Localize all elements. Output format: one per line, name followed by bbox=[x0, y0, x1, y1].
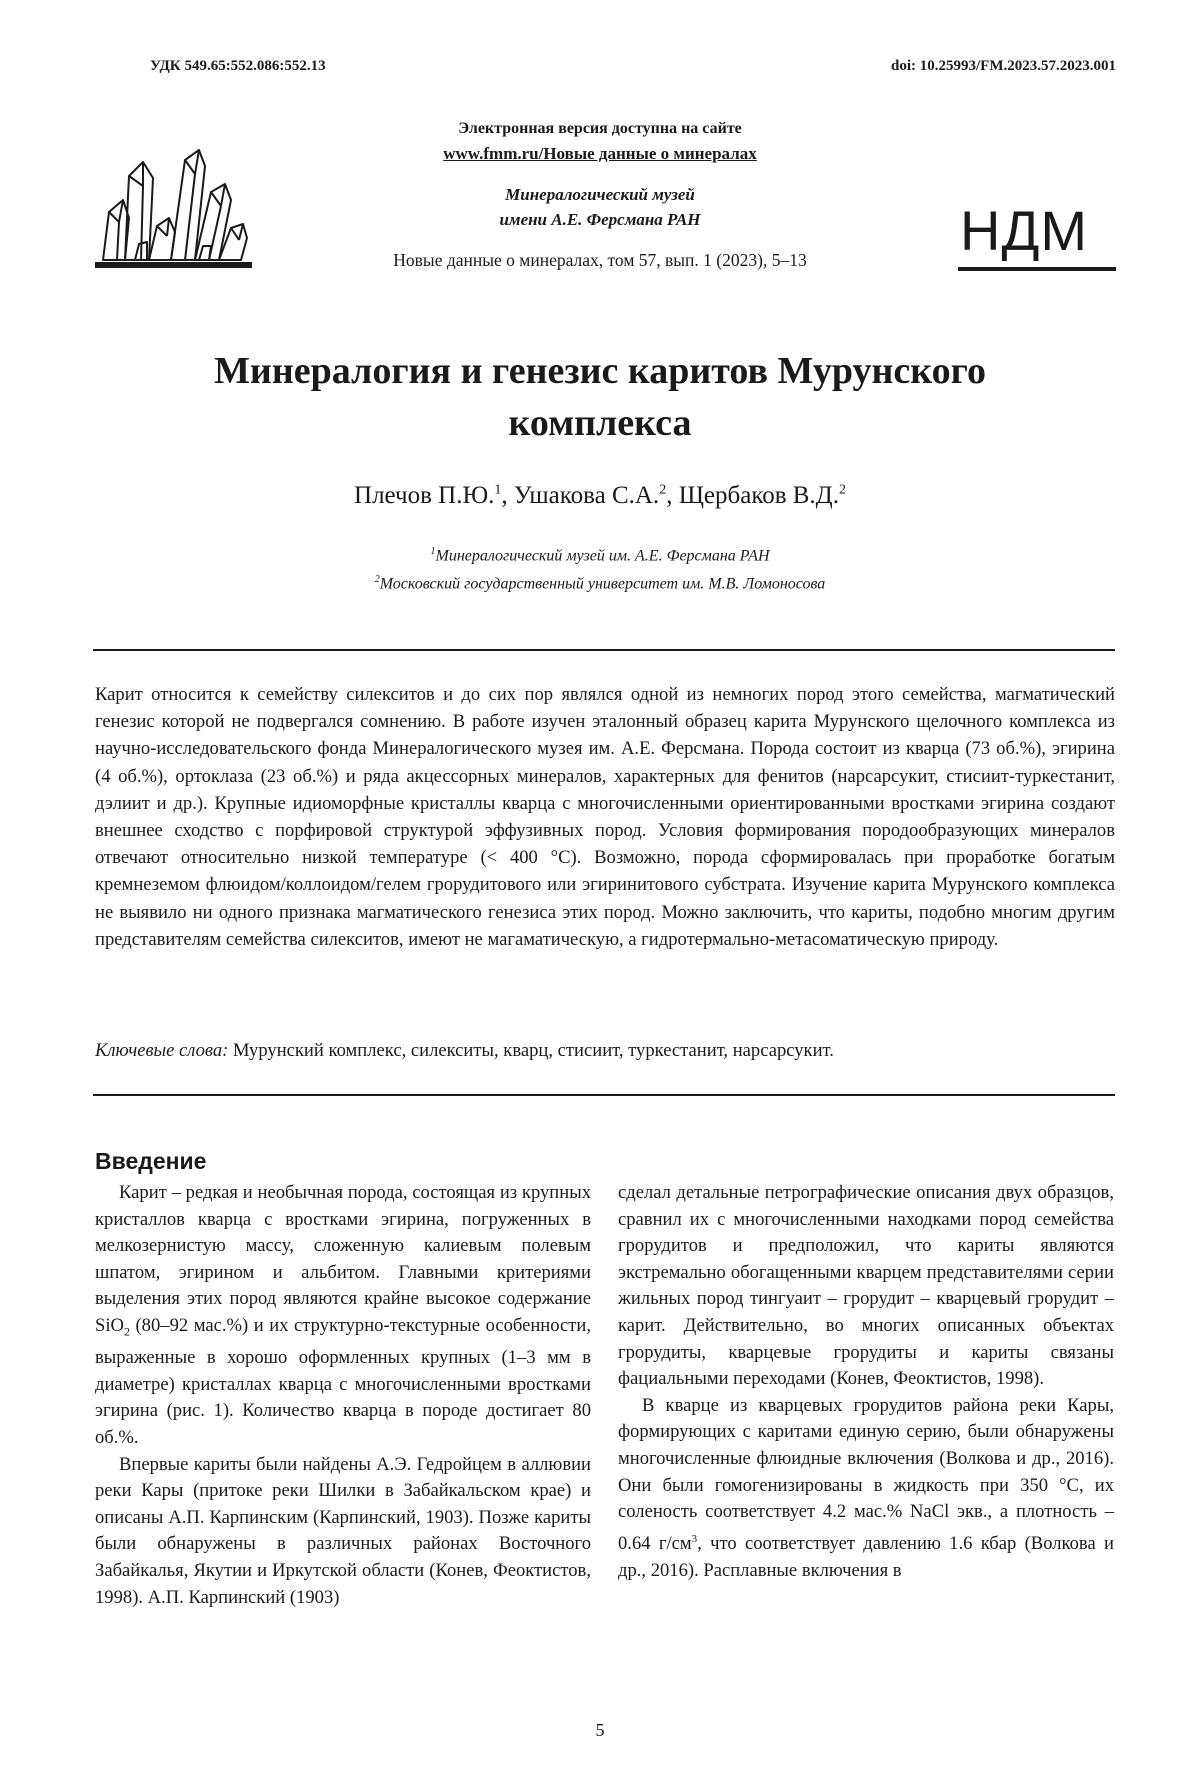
affiliations bbox=[120, 540, 1080, 597]
abstract-bottom-divider bbox=[93, 1094, 1115, 1096]
journal-info: Новые данные о минералах, том 57, вып. 1 (2023), 5–13 bbox=[393, 250, 807, 270]
author-separator: , bbox=[666, 482, 679, 509]
paragraph: сделал детальные петрографические описания двух образцов, сравнил их с многочисленными находками пород семейства грорудитов и предположил, что кариты являются экстремально обогащенными кварцем представителями серии жильных пород тингуаит – грорудит – кварцевый грорудит – карит. Действительно, во многих описанных объектах грорудиты, кварцевые грорудиты и кариты связаны фациальными переходами (Конев, Феоктистов, 1998). bbox=[618, 1182, 1114, 1390]
affiliation-number: 1 bbox=[430, 546, 436, 557]
right-column bbox=[618, 1180, 1114, 1584]
paragraph-text: В кварце из кварцевых грорудитов района реки Кары, формирующих с каритами единую серию, были обнаружены многочисленные флюидные включения (Волкова и др., 2016). Они были гомогенизированы в жидкость при 350 °C, их соленость соответствует 4.2 мас.% NaCl экв., а плотность – 0.64 г/см bbox=[618, 1394, 1114, 1554]
paragraph bbox=[618, 1393, 1114, 1584]
author-name: Ушакова С.А. bbox=[513, 482, 660, 509]
author-affil-mark: 1 bbox=[494, 482, 502, 498]
abstract bbox=[95, 681, 1115, 953]
paragraph-text: (80–92 мас.%) и их структурно-текстурные особенности, выраженные в хорошо оформленных крупных (1–3 мм в диаметре) кристаллах кварца с многочисленными вростками эгирина (рис. 1). Количество кварца в породе достигает 80 об.%. bbox=[95, 1314, 591, 1449]
paragraph-text: Карит – редкая и необычная порода, состоящая из крупных кристаллов кварца с вростками эгирина, погруженных в мелкозернистую массу, сложенную калиевым полевым шпатом, эгирином и альбитом. Главными критериями выделения этих пород являются крайне высокое содержание SiO bbox=[95, 1182, 591, 1336]
title-line-1: Минералогия и генезис каритов Мурунского bbox=[214, 350, 986, 392]
journal-abbreviation-rule bbox=[958, 267, 1116, 271]
keywords-label: Ключевые слова: bbox=[95, 1040, 229, 1061]
paragraph-text: , что соответствует давлению 1.6 кбар (Волкова и др., 2016). Расплавные включения в bbox=[618, 1532, 1114, 1581]
page-number: 5 bbox=[595, 1720, 605, 1740]
keywords-list: Мурунский комплекс, силекситы, кварц, стисиит, туркестанит, нарсарсукит. bbox=[228, 1040, 834, 1061]
article-title bbox=[120, 345, 1080, 449]
website-link[interactable]: www.fmm.ru/Новые данные о минералах bbox=[443, 144, 757, 163]
subscript: 2 bbox=[123, 1324, 130, 1339]
author-list bbox=[120, 482, 1080, 510]
author-name: Плечов П.Ю. bbox=[354, 482, 495, 509]
crystal-cluster-icon bbox=[95, 148, 252, 272]
left-column bbox=[95, 1180, 591, 1611]
paragraph bbox=[95, 1180, 591, 1452]
author-separator: , bbox=[501, 482, 514, 509]
journal-abbreviation: НДМ bbox=[960, 199, 1089, 262]
keywords bbox=[95, 1040, 1115, 1062]
abstract-top-divider bbox=[93, 649, 1115, 651]
superscript: 3 bbox=[691, 1532, 698, 1545]
title-line-2: комплекса bbox=[508, 402, 692, 444]
affiliation-text: Минералогический музей им. А.Е. Ферсмана РАН bbox=[435, 547, 770, 565]
author-name: Щербаков В.Д. bbox=[678, 482, 839, 509]
affiliation-number: 2 bbox=[374, 574, 380, 586]
author-affil-mark: 2 bbox=[659, 482, 667, 498]
museum-name bbox=[330, 182, 870, 232]
paragraph: Впервые кариты были найдены А.Э. Гедройцем в аллювии реки Кары (притоке реки Шилки в Забайкальском крае) и описаны А.П. Карпинским (Карпинский, 1903). Позже кариты были обнаружены в различных районах Восточного Забайкалья, Якутии и Иркутской области (Конев, Феоктистов, 1998). А.П. Карпинский (1903) bbox=[95, 1453, 591, 1608]
udc-code: УДК 549.65:552.086:552.13 bbox=[150, 58, 326, 74]
affiliation-item bbox=[120, 568, 1080, 596]
museum-line-2: имени А.Е. Ферсмана РАН bbox=[499, 210, 701, 229]
availability-note: Электронная версия доступна на сайте bbox=[458, 120, 742, 137]
section-heading: Введение bbox=[95, 1148, 207, 1174]
abstract-text: Карит относится к семейству силекситов и до сих пор являлся одной из немногих пород этого семейства, магматический генезис которой не подвергался сомнению. В работе изучен эталонный образец карита Мурунского щелочного комплекса из научно-исследовательского фонда Минералогического музея им. А.Е. Ферсмана. Порода состоит из кварца (73 об.%), эгирина (4 об.%), ортоклаза (23 об.%) и ряда акцессорных минералов, характерных для фенитов (нарсарсукит, стисиит-туркестанит, дэлиит и др.). Крупные идиоморфные кристаллы кварца с многочисленными ориентированными вростками эгирина создают внешнее сходство с порфировой структурой эффузивных пород. Условия формирования породообразующих минералов отвечают относительно низкой температуре (< 400 °C). Возможно, порода сформировалась при проработке богатым кремнеземом флюидом/коллоидом/гелем грорудитового или эгиринитового субстрата. Изучение карита Мурунского комплекса не выявило ни одного признака магматического генезиса этих пород. Можно заключить, что кариты, подобно многим другим представителям семейства силекситов, имеют не магаматическую, а гидротермально-метасоматическую природу. bbox=[95, 684, 1115, 950]
author-affil-mark: 2 bbox=[838, 482, 846, 498]
doi-link[interactable]: doi: 10.25993/FM.2023.57.2023.001 bbox=[891, 58, 1116, 74]
affiliation-item bbox=[120, 540, 1080, 568]
affiliation-text: Московский государственный университет им. М.В. Ломоносова bbox=[379, 575, 826, 593]
museum-line-1: Минералогический музей bbox=[505, 185, 695, 204]
